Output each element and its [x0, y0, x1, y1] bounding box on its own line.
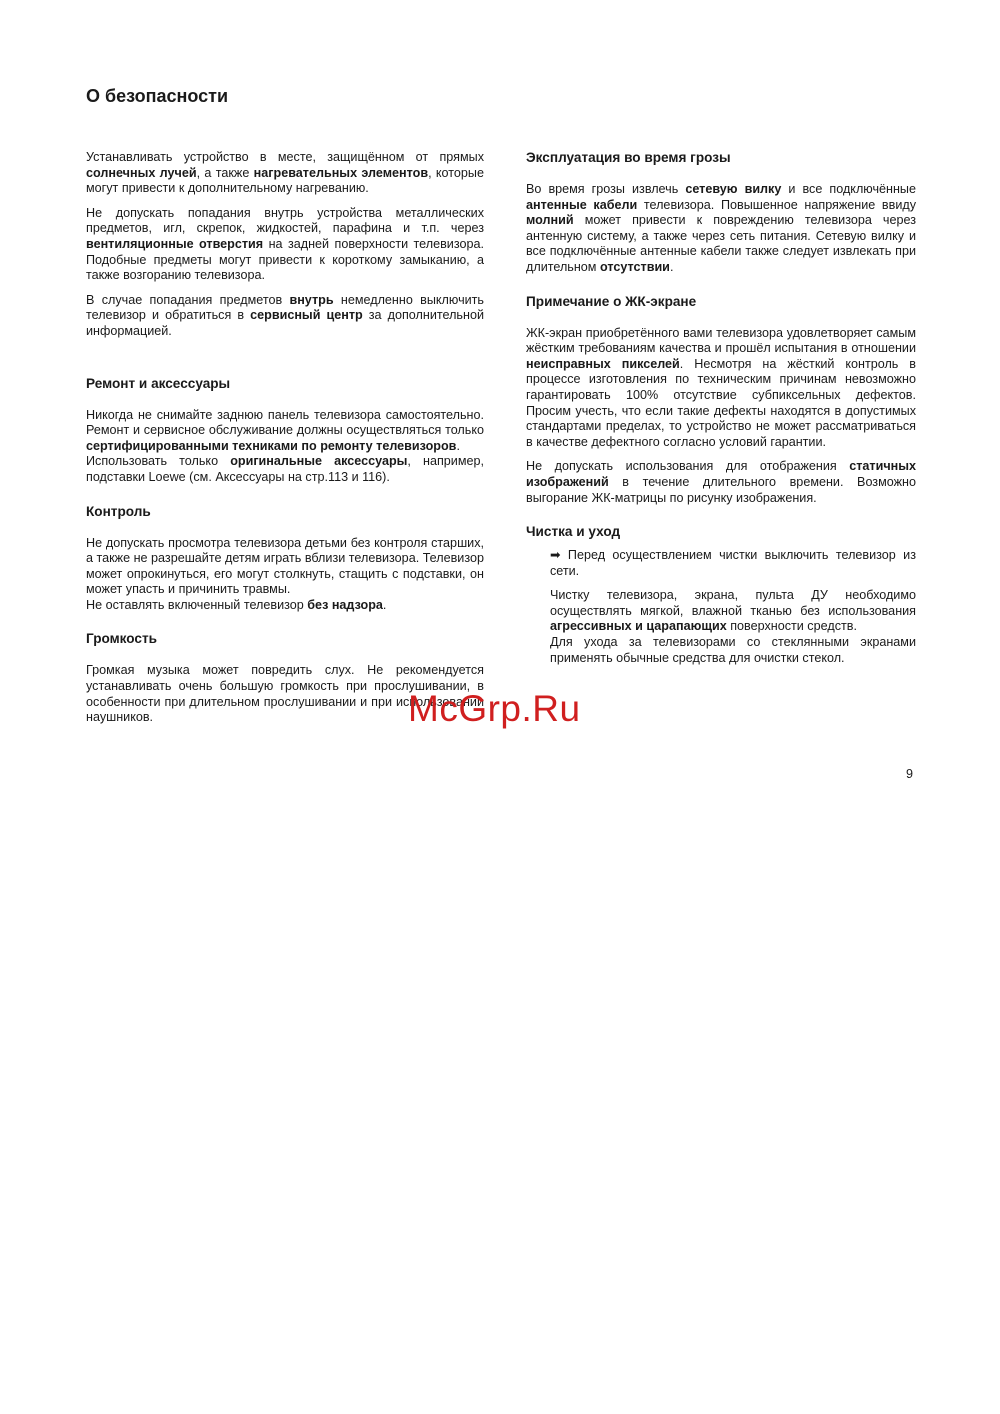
intro-paragraph-2: Не допускать попадания внутрь устройства металлических предметов, игл, скрепок, жидкостей, парафина и т.п. через вентиляционные отверстия на задней поверхности телевизора. Подобные предметы могут привести к короткому замыканию, а также возгоранию телевизора.: [86, 205, 484, 283]
control-heading: Контроль: [86, 503, 151, 519]
control-paragraph-2: Не оставлять включенный телевизор без надзора.: [86, 597, 387, 612]
cleaning-section: [526, 524, 916, 666]
page-title: О безопасности: [86, 86, 229, 106]
intro-section: [86, 150, 484, 340]
storm-heading: Эксплуатация во время грозы: [526, 150, 731, 165]
repair-heading: Ремонт и аксессуары: [86, 375, 231, 391]
left-column: [86, 150, 484, 744]
cleaning-paragraph-1: Чистку телевизора, экрана, пульта ДУ необходимо осуществлять мягкой, влажной тканью без использования агрессивных и царапающих поверхности средств.: [550, 588, 916, 634]
cleaning-paragraph-2: Для ухода за телевизорами со стеклянными экранами применять обычные средства для очистки стекол.: [550, 635, 916, 665]
watermark-logo: McGrp.Ru: [408, 688, 581, 729]
repair-paragraph-2: Использовать только оригинальные аксессуары, например, подставки Loewe (см. Аксессуары на стр.113 и 116).: [86, 454, 485, 484]
storm-paragraph-1: Во время грозы извлечь сетевую вилку и все подключённые антенные кабели телевизора. Повышенное напряжение ввиду молний может привести к повреждению телевизора через антенную систему, а также через сеть питания. Сетевую вилку и все подключённые антенные кабели также следует извлекать при длительном отсутствии.: [526, 182, 916, 274]
control-paragraph-1: Не допускать просмотра телевизора детьми без контроля старших, а также не разрешайте детям играть вблизи телевизора. Телевизор может опрокинуться, его могут столкнуть, стащить с подставки, он может упасть и причинить травмы.: [86, 535, 484, 597]
intro-paragraph-3: В случае попадания предметов внутрь немедленно выключить телевизор и обратиться в сервисный центр за дополнительной информацией.: [86, 292, 484, 338]
lcd-paragraph-2: Не допускать использования для отображения статичных изображений в течение длительного времени. Возможно выгорание ЖК-матрицы по рисунку изображения.: [526, 459, 916, 505]
intro-paragraph-1: Устанавливать устройство в месте, защищённом от прямых солнечных лучей, а также нагревательных элементов, которые могут привести к дополнительному нагреванию.: [86, 150, 484, 196]
storm-section: [526, 150, 916, 276]
lcd-paragraph-1: ЖК-экран приобретённого вами телевизора удовлетворяет самым жёстким требованиям качества и прошёл испытания в отношении неисправных пикселей. Несмотря на жёсткий контроль в процессе изготовления по техническим причинам невозможно гарантировать 100% отсутствие субпиксельных дефектов. Просим учесть, что если такие дефекты находятся в допустимых стандартами пределах, то устройство не может рассматриваться в качестве дефектного согласно условий гарантии.: [526, 325, 917, 449]
page-number: 9: [906, 767, 914, 781]
volume-section: [86, 631, 484, 725]
right-column: [526, 150, 916, 684]
cleaning-heading: Чистка и уход: [526, 524, 621, 540]
arrow-right-icon: ➡: [550, 548, 568, 563]
repair-section: [86, 376, 484, 486]
lcd-section: [526, 294, 916, 507]
volume-heading: Громкость: [86, 631, 157, 647]
control-section: [86, 504, 484, 614]
cleaning-bullet: [550, 548, 916, 579]
repair-paragraph-1: Никогда не снимайте заднюю панель телевизора самостоятельно. Ремонт и сервисное обслуживание должны осуществляться только сертифицированными техниками по ремонту телевизоров.: [86, 407, 484, 453]
lcd-heading: Примечание о ЖК-экране: [526, 293, 697, 309]
volume-paragraph-1: Громкая музыка может повредить слух. Не рекомендуется устанавливать очень большую громкость при прослушивании, в особенности при длительном прослушивании и при использовании наушников.: [86, 663, 484, 725]
cleaning-bullet-text: ➡ Перед осуществлением чистки выключить телевизор из сети.: [550, 548, 916, 578]
